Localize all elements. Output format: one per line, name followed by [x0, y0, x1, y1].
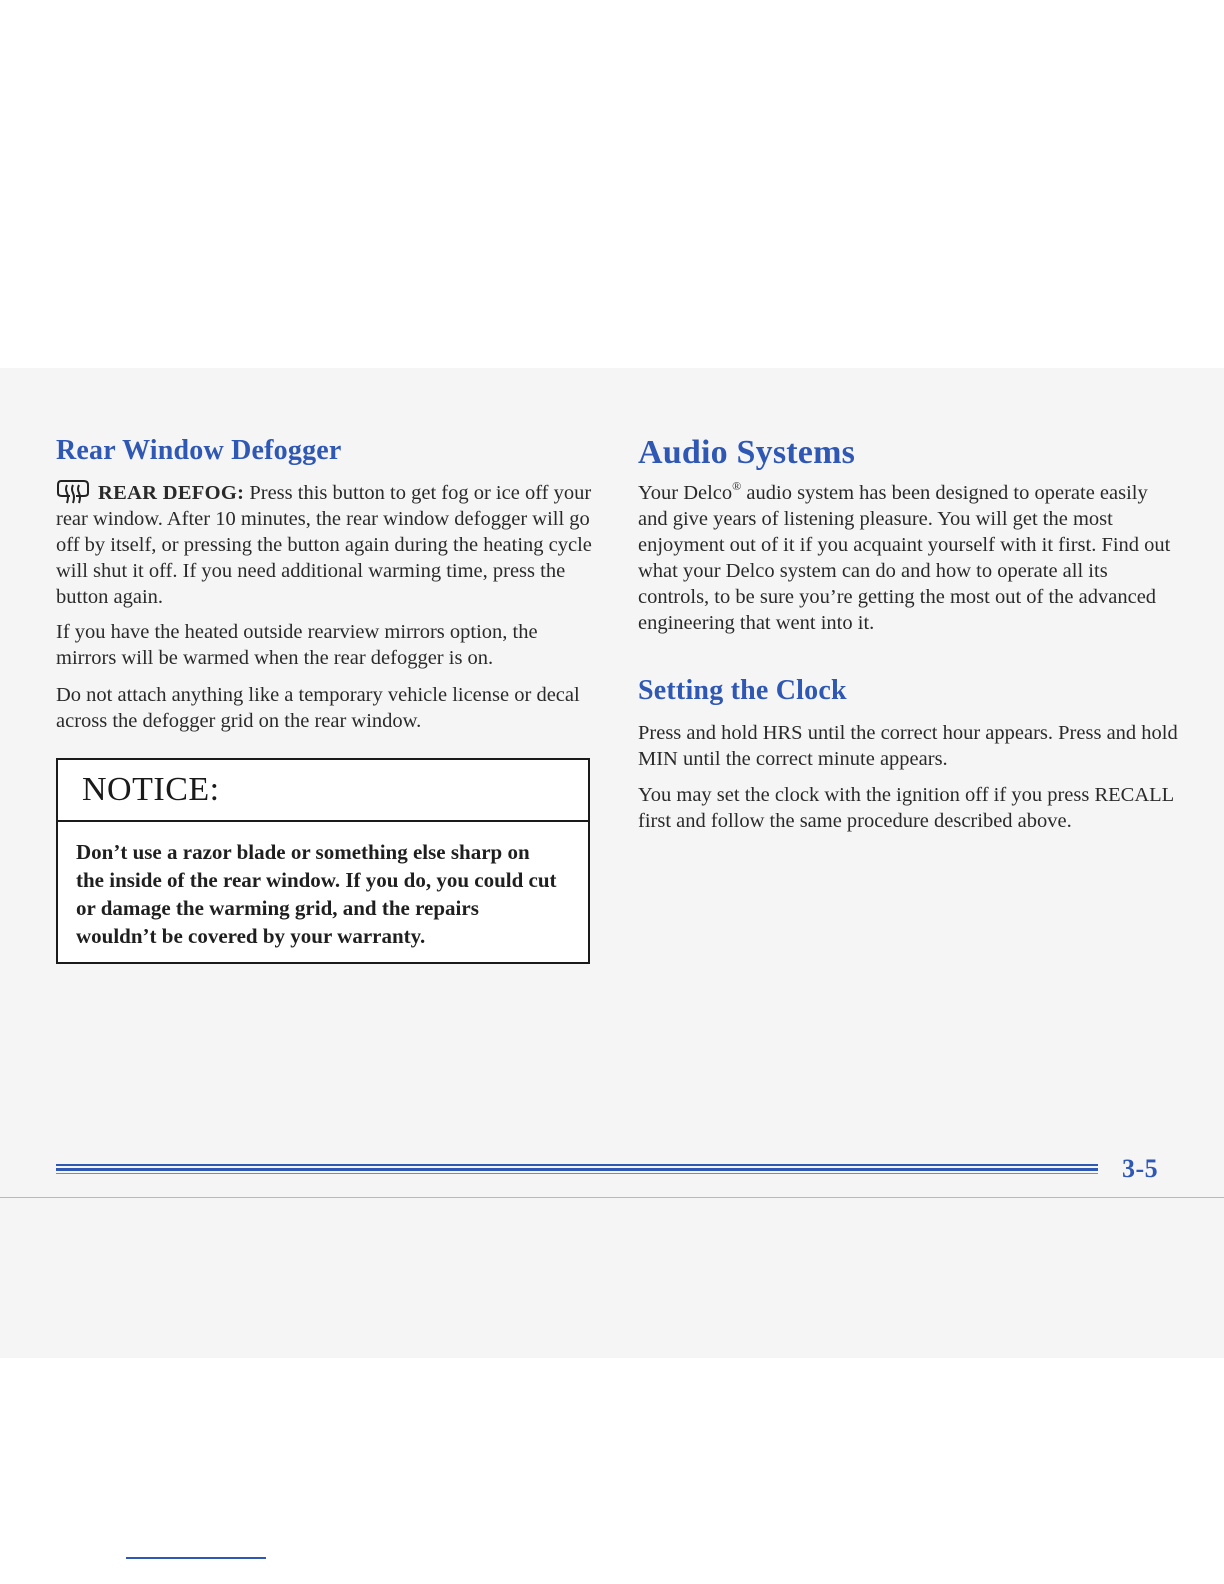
audio-intro-paragraph — [638, 480, 1178, 636]
decal-warning-paragraph: Do not attach anything like a temporary vehicle license or decal across the defogger grid on the rear window. — [56, 684, 580, 732]
setting-the-clock-heading: Setting the Clock — [638, 675, 847, 706]
registered-mark: ® — [732, 479, 742, 493]
audio-systems-heading: Audio Systems — [638, 434, 856, 471]
notice-body: Don’t use a razor blade or something else sharp on the inside of the rear window. If you do, you could cut or damage the warming grid, and the repairs wouldn’t be covered by your warranty. — [76, 840, 557, 948]
rear-defog-label: REAR DEFOG: — [98, 482, 245, 504]
heated-mirrors-paragraph: If you have the heated outside rearview mirrors option, the mirrors will be warmed when the rear defogger is on. — [56, 621, 538, 669]
footer-rule-line — [56, 1168, 1098, 1171]
rear-window-defogger-heading: Rear Window Defogger — [56, 435, 342, 466]
page-number: 3-5 — [1122, 1154, 1159, 1183]
divider — [0, 1197, 1224, 1198]
footer-rule-line — [56, 1173, 1098, 1174]
notice-title: NOTICE: — [58, 760, 588, 822]
notice-box — [56, 758, 590, 964]
audio-intro-start: Your Delco — [638, 482, 733, 504]
footer-rule — [56, 1164, 1098, 1175]
audio-intro-rest: audio system has been designed to operate easily and give years of listening pleasure. You will get the most enjoyment out of it if you acquaint yourself with it first. Find out what your Delco system can do and how to operate all its controls, to be sure you’re getting the most out of the advanced engineering that went into it. — [638, 482, 1171, 634]
rear-defog-icon — [56, 479, 90, 505]
rear-defog-text: Press this button to get fog or ice off your rear window. After 10 minutes, the rear window defogger will go off by itself, or pressing the button again during the heating cycle will shut it off. If you need additional warming time, press the button again. — [56, 482, 592, 608]
manual-page — [0, 368, 1224, 1358]
clock-instructions-paragraph: Press and hold HRS until the correct hour appears. Press and hold MIN until the correct minute appears. — [638, 722, 1178, 770]
rear-defog-paragraph — [56, 479, 592, 610]
footer-rule-line — [56, 1164, 1098, 1166]
clock-ignition-off-paragraph: You may set the clock with the ignition off if you press RECALL first and follow the same procedure described above. — [638, 784, 1174, 832]
divider — [126, 1557, 266, 1559]
